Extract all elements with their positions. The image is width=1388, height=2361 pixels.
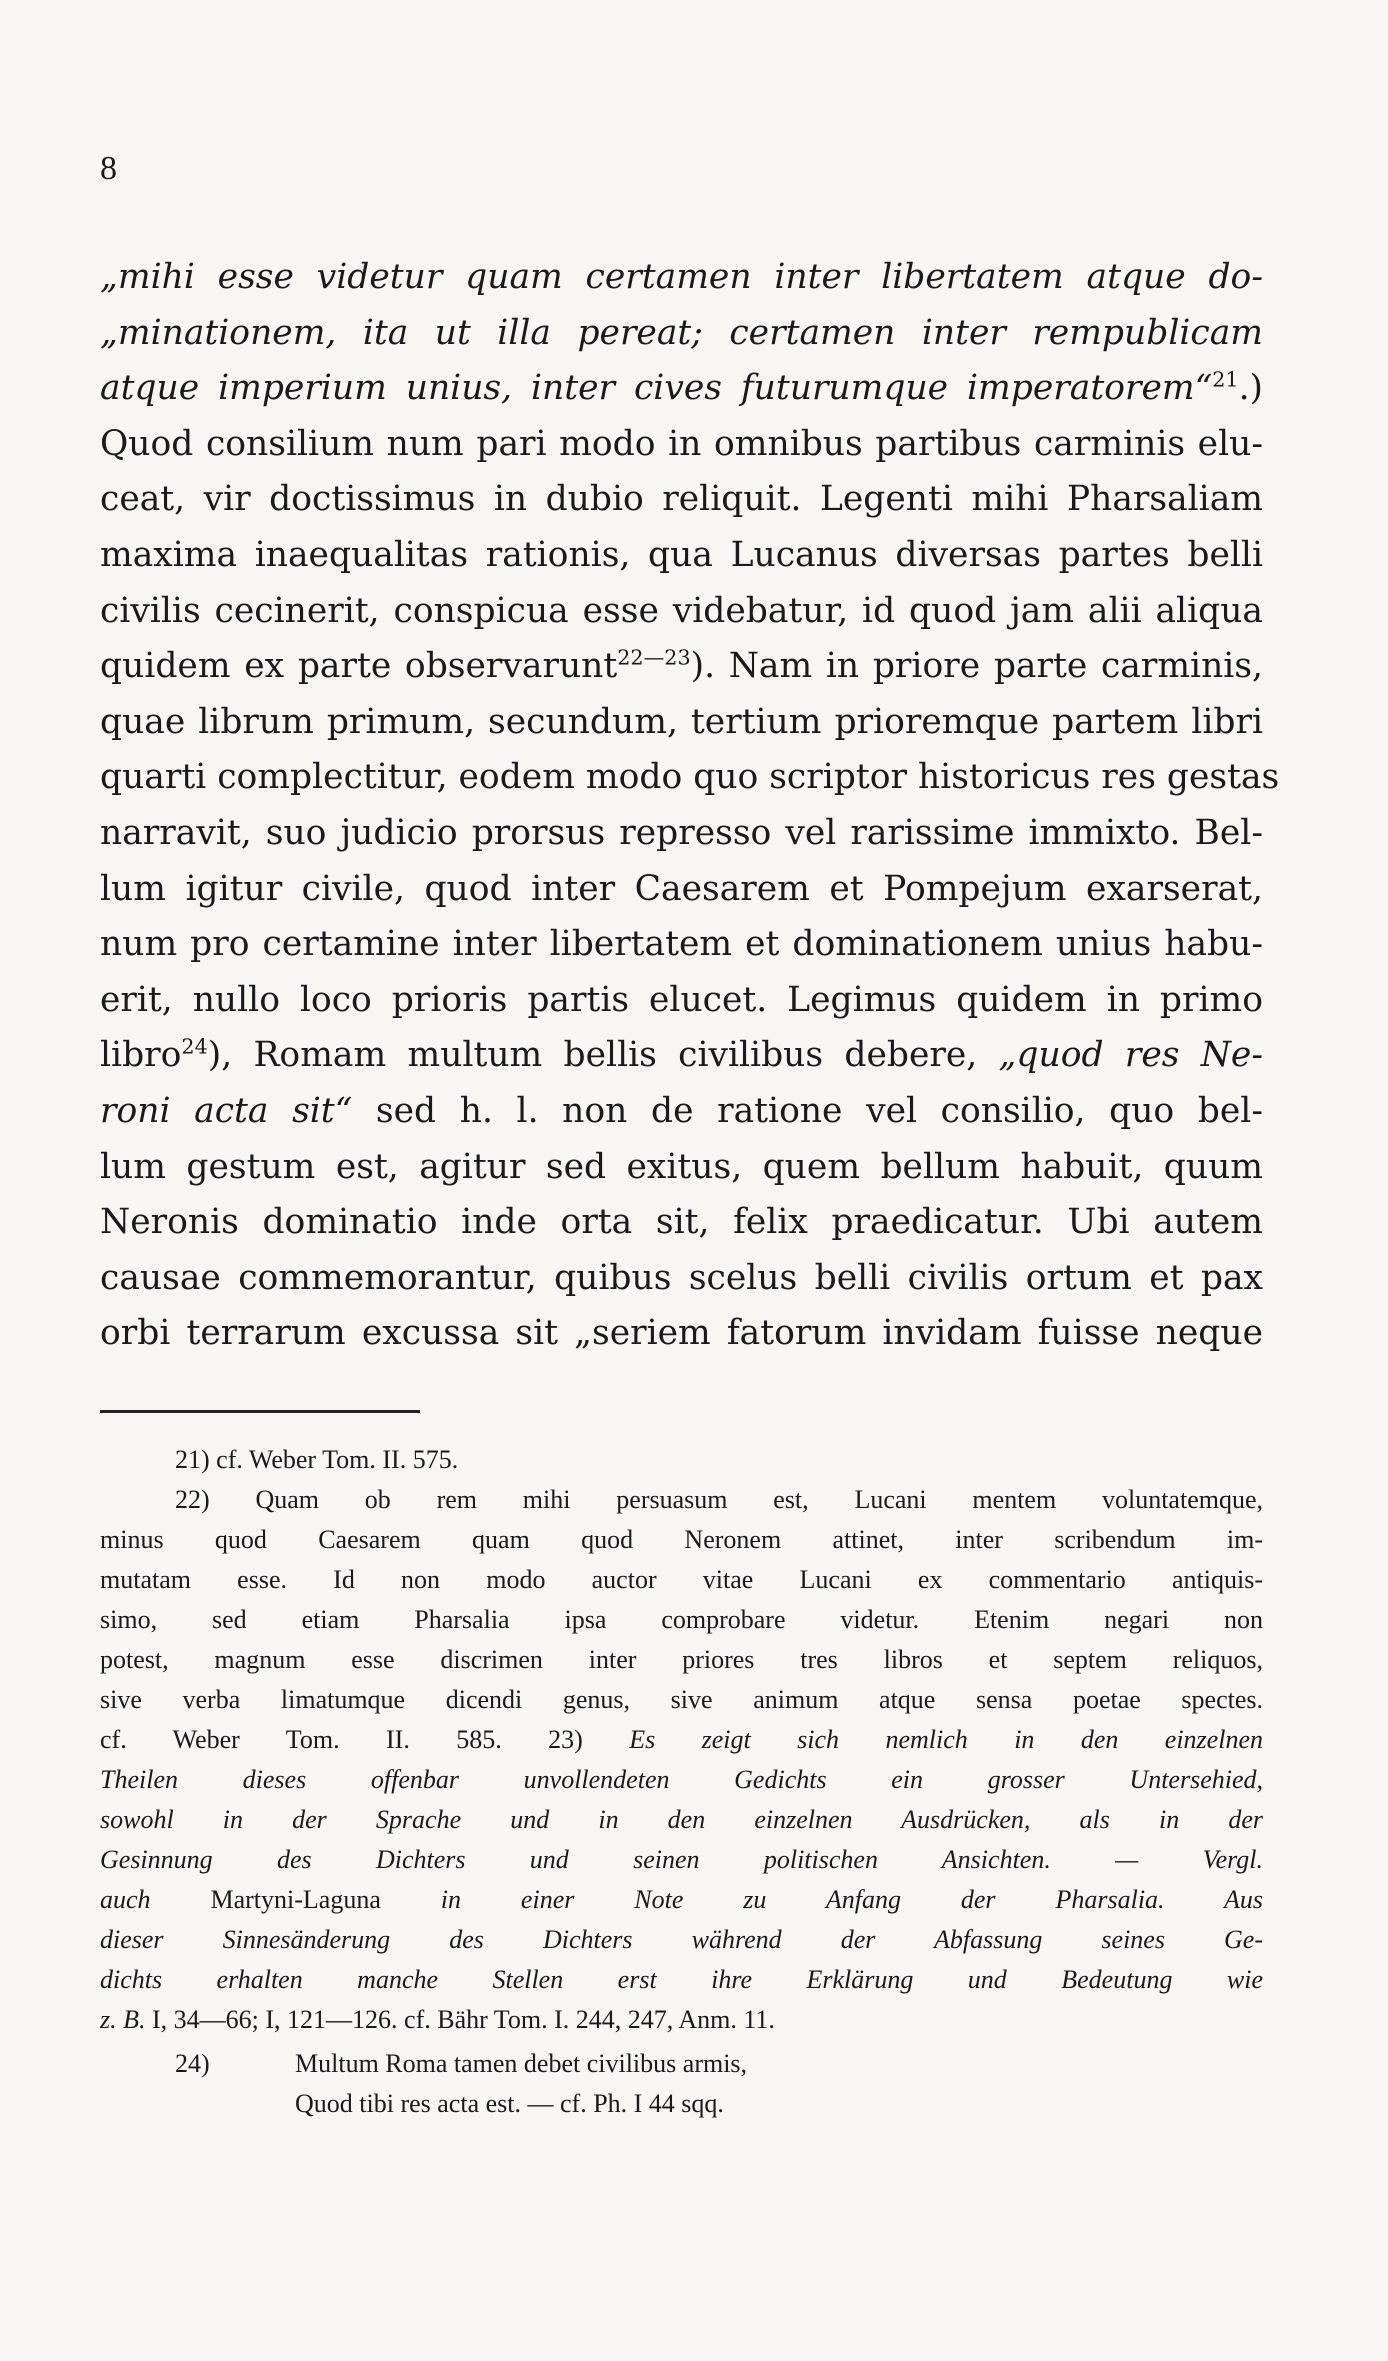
text-run: lum igitur civile, quod inter Caesarem et Pompejum exarserat, [100,868,1263,909]
main-text [100,250,1280,1362]
text-run: z. B. [100,2005,146,2034]
text-run: dichts erhalten manche Stellen erst ihre Erklärung und Bedeutung wie [100,1965,1263,1994]
footnote-line [100,1800,1263,1840]
text-run: „minationem, ita ut illa pereat; certamen inter rempublicam [100,312,1263,353]
body-line [100,250,1263,306]
text-run: potest, magnum esse discrimen inter priores tres libros et septem reliquos, [100,1645,1263,1674]
text-run: libro [100,1035,182,1076]
body-line [100,917,1263,973]
footnotes [100,1440,1263,2124]
text-run: Theilen dieses offenbar unvollendeten Gedichts ein grosser Untersehied, [100,1765,1263,1794]
text-run: erit, nullo loco prioris partis elucet. Legimus quidem in primo [100,979,1263,1020]
text-run: Martyni-Laguna [150,1885,441,1914]
footnote-line [100,1680,1263,1720]
body-line [100,1140,1263,1196]
text-run: ). Nam in priore parte carminis, [690,646,1263,687]
text-run: sive verba limatumque dicendi genus, sive animum atque sensa poetae spectes. [100,1685,1263,1714]
footnote-ref: 21 [1212,367,1239,392]
footnote-line [100,1560,1263,1600]
text-run: I, 34—66; I, 121—126. cf. Bähr Tom. I. 244, 247, Anm. 11. [145,2005,775,2034]
text-run: roni acta sit“ [100,1090,353,1131]
text-run: orbi terrarum excussa sit „seriem fatorum invidam fuisse neque [100,1313,1263,1354]
text-run: maxima inaequalitas rationis, qua Lucanus diversas partes belli [100,534,1263,575]
body-line [100,750,1280,806]
text-run: 22) Quam ob rem mihi persuasum est, Lucani mentem voluntatemque, [175,1485,1263,1514]
text-run: num pro certamine inter libertatem et dominationem unius habu- [100,924,1263,965]
text-run: atque imperium unius, inter cives futurumque imperatorem“ [100,368,1213,409]
body-line [100,1195,1263,1251]
footnote-line [100,1880,1263,1920]
text-run: Es zeigt sich nemlich in den einzelnen [629,1725,1263,1754]
text-run: sowohl in der Sprache und in den einzelnen Ausdrücken, als in der [100,1805,1263,1834]
footnote-line [100,1760,1263,1800]
body-line [100,862,1263,918]
footnote-rule [100,1410,420,1413]
body-line [100,361,1263,417]
text-run: narravit, suo judicio prorsus represso vel rarissime immixto. Bel- [100,812,1263,853]
page-number: 8 [100,150,117,187]
body-line [100,695,1263,751]
text-run: ), Romam multum bellis civilibus debere, [207,1035,999,1076]
footnote-line [100,1640,1263,1680]
text-run: mutatam esse. Id non modo auctor vitae Lucani ex commentario antiquis- [100,1565,1263,1594]
text-run: Quod consilium num pari modo in omnibus partibus carminis elu- [100,423,1263,464]
footnote-verse-line [100,2084,1263,2124]
text-run: quarti complectitur, eodem modo quo scriptor historicus res gestas [100,757,1280,798]
text-run: .) [1238,368,1263,409]
body-line [100,806,1263,862]
text-run: sed h. l. non de ratione vel consilio, quo bel- [352,1090,1263,1131]
footnote-verse-line [100,2044,1263,2084]
body-line [100,1306,1263,1362]
footnote-line [100,1440,1263,1480]
footnote-verse-text: Multum Roma tamen debet civilibus armis, [295,2049,748,2078]
footnote-line [100,1960,1263,2000]
footnote-verse-text: Quod tibi res acta est. — cf. Ph. I 44 sqq. [295,2089,724,2118]
text-run: Neronis dominatio inde orta sit, felix praedicatur. Ubi autem [100,1202,1263,1243]
text-run: auch [100,1885,151,1914]
text-run: simo, sed etiam Pharsalia ipsa comprobare videtur. Etenim negari non [100,1605,1263,1634]
text-run: dieser Sinnesänderung des Dichters während der Abfassung seines Ge- [100,1925,1263,1954]
text-run: quae librum primum, secundum, tertium prioremque partem libri [100,701,1263,742]
footnote-line [100,1840,1263,1880]
text-run: minus quod Caesarem quam quod Neronem attinet, inter scribendum im- [100,1525,1263,1554]
footnote-line [100,1480,1263,1520]
footnote-ref: 24 [181,1034,208,1059]
text-run: lum gestum est, agitur sed exitus, quem bellum habuit, quum [100,1146,1263,1187]
body-line [100,973,1263,1029]
footnote-ref: 22—23 [617,645,691,670]
text-run: civilis cecinerit, conspicua esse videbatur, id quod jam alii aliqua [100,590,1263,631]
footnote-line [100,1920,1263,1960]
body-line [100,472,1263,528]
body-line [100,584,1263,640]
body-line [100,417,1263,473]
body-line [100,528,1263,584]
text-run: ceat, vir doctissimus in dubio reliquit. Legenti mihi Pharsaliam [100,479,1263,520]
text-run: „mihi esse videtur quam certamen inter libertatem atque do- [100,257,1263,297]
footnote-line [100,1600,1263,1640]
footnote-line [100,2000,1263,2040]
body-line [100,306,1263,362]
footnote-verse-label: 24) [175,2049,210,2078]
footnote-line [100,1520,1263,1560]
body-line [100,1084,1263,1140]
text-run: cf. Weber Tom. II. 585. 23) [100,1725,630,1754]
body-line [100,1251,1263,1307]
text-run: Gesinnung des Dichters und seinen politischen Ansichten. — Vergl. [100,1845,1263,1874]
text-run: in einer Note zu Anfang der Pharsalia. Aus [440,1885,1263,1914]
footnote-line [100,1720,1263,1760]
body-line [100,639,1263,695]
text-run: „quod res Ne- [998,1035,1264,1076]
text-run: quidem ex parte observarunt [100,646,618,687]
text-run: 21) cf. Weber Tom. II. 575. [175,1445,459,1474]
body-line [100,1028,1263,1084]
text-run: causae commemorantur, quibus scelus belli civilis ortum et pax [100,1257,1263,1298]
